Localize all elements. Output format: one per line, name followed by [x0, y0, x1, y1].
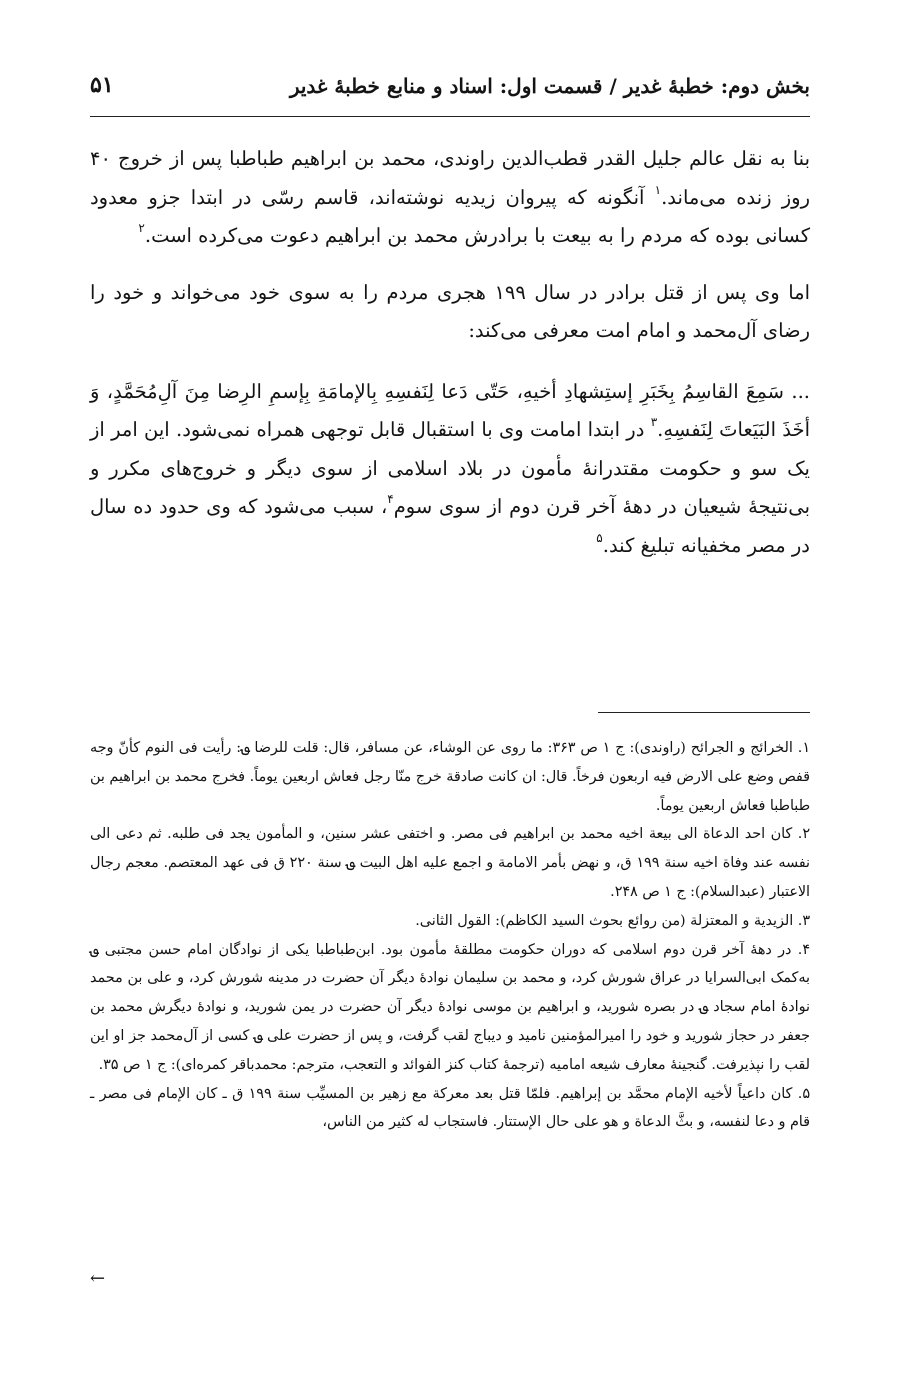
page-number: ۵۱	[90, 72, 114, 98]
running-title: بخش دوم: خطبهٔ غدیر / قسمت اول: اسناد و منابع خطبهٔ غدیر	[289, 74, 810, 98]
paragraph-1-continuation: آنگونه که پیروان زیدیه نوشته‌اند، قاسم رسّی در ابتدا جزو معدود کسانی بوده که مردم را به بیعت با برادرش محمد بن ابراهیم دعوت می‌کرده است.	[90, 185, 810, 247]
header-rule	[90, 116, 810, 117]
continuation-arrow-icon: ←	[90, 1268, 106, 1289]
footnote-ref-1[interactable]: ۱	[654, 182, 662, 197]
footnote-ref-5[interactable]: ۵	[596, 530, 603, 545]
paragraph-3-text: در ابتدا امامت وی با استقبال قابل توجهی همراه نمی‌شود. این امر از یک سو و حکومت مقتدرانهٔ مأمون در بلاد اسلامی از سوی دیگر و خروج‌های مکرر و بی‌نتیجهٔ شیعیان در دههٔ آخر قرن دوم از سوی سوم	[90, 418, 810, 518]
page-header	[90, 72, 810, 106]
paragraph-2: اما وی پس از قتل برادر در سال ۱۹۹ هجری مردم را به سوی خود می‌خواند و خود را رضای آل‌محمد و امام امت معرفی می‌کند:	[90, 280, 811, 342]
paragraph-1-text: بنا به نقل عالم جلیل القدر قطب‌الدین راوندی، محمد بن ابراهیم طباطبا پس از خروج ۴۰ روز زنده می‌ماند.	[90, 147, 810, 209]
arabic-quote: ... سَمِعَ القاسِمُ بِخَبَرِ إستِشهادِ أخیهِ، حَتّی دَعا لِنَفسِهِ بِالإمامَةِ بِإسمِ الرِضا مِنَ آلِ‌مُحَمَّدٍ، وَ أخَذَ البَیَعاتَ لِنَفسِهِ.	[90, 379, 810, 441]
footnote-3: ۳. الزیدیة و المعتزلة (من روائع بحوث السید الکاظم): القول الثانی.	[415, 912, 810, 929]
paragraph-3-continuation: ، سبب می‌شود که وی حدود ده سال در مصر مخفیانه تبلیغ کند.	[90, 495, 810, 557]
paragraph-3	[90, 373, 810, 566]
main-text	[90, 140, 810, 583]
footnote-1: ۱. الخرائج و الجرائح (راوندی): ج ۱ ص ۳۶۳: ما روی عن الوشاء، عن مسافر، قال: قلت للرضا ؈: رأیت فی النوم کأنّ وجه قفص وضع علی الارض فیه اربعون فرخاً. قال: ان کانت صادقة خرج منّا رجل فعاش اربعین یوماً. فخرج محمد بن ابراهیم بن طباطبا فعاش اربعین یوماً.	[90, 740, 810, 814]
footnote-ref-3[interactable]: ۳	[650, 415, 658, 429]
footnote-ref-4[interactable]: ۴	[387, 492, 394, 506]
footnote-4: ۴. در دههٔ آخر قرن دوم اسلامی که دوران حکومت مطلقهٔ مأمون بود. ابن‌طباطبا یکی از نوادگان امام حسن مجتبی ؈ به‌کمک ابی‌السرایا در عراق شورش کرد، و محمد بن سلیمان نوادهٔ دیگر آن حضرت در مدینه شورش کرد، و علی بن محمد نوادهٔ امام سجاد ؈ در بصره شورید، و ابراهیم بن موسی نوادهٔ دیگر آن حضرت در یمن شورید، و نوادهٔ دیگرش محمد بن جعفر در حجاز شورید و خود را امیرالمؤمنین نامید و دیباج لقب گرفت، و پس از حضرت علی ؈ کسی از آل‌محمد جز او این لقب را نپذیرفت. گنجینهٔ معارف شیعه امامیه (ترجمهٔ کتاب کنز الفوائد و التعجب، مترجم: محمدباقر کمره‌ای): ج ۱ ص ۳۵.	[90, 941, 810, 1073]
footnote-5: ۵. کان داعیاً لأخیه الإمام محمَّد بن إبراهیم. فلمّا قتل بعد معرکة مع زهیر بن المسیِّب سنة ۱۹۹ ق ـ کان الإمام فی مصر ـ قام و دعا لنفسه، و بثَّ الدعاة و هو علی حال الإستتار. فاستجاب له کثیر من الناس،	[90, 1085, 810, 1131]
footnote-separator	[598, 712, 810, 713]
footnote-2: ۲. کان احد الدعاة الی بیعة اخیه محمد بن ابراهیم فی مصر. و اختفی عشر سنین، و المأمون یجد فی طلبه. ثم دعی الی نفسه عند وفاة اخیه سنة ۱۹۹ ق، و نهض بأمر الامامة و اجمع علیه اهل البیت ؈ سنة ۲۲۰ ق فی عهد المعتصم. معجم رجال الاعتبار (عبدالسلام): ج ۱ ص ۲۴۸.	[90, 826, 810, 900]
paragraph-1	[90, 140, 810, 256]
footnotes	[90, 734, 810, 1137]
footnote-ref-2[interactable]: ۲	[138, 221, 145, 235]
